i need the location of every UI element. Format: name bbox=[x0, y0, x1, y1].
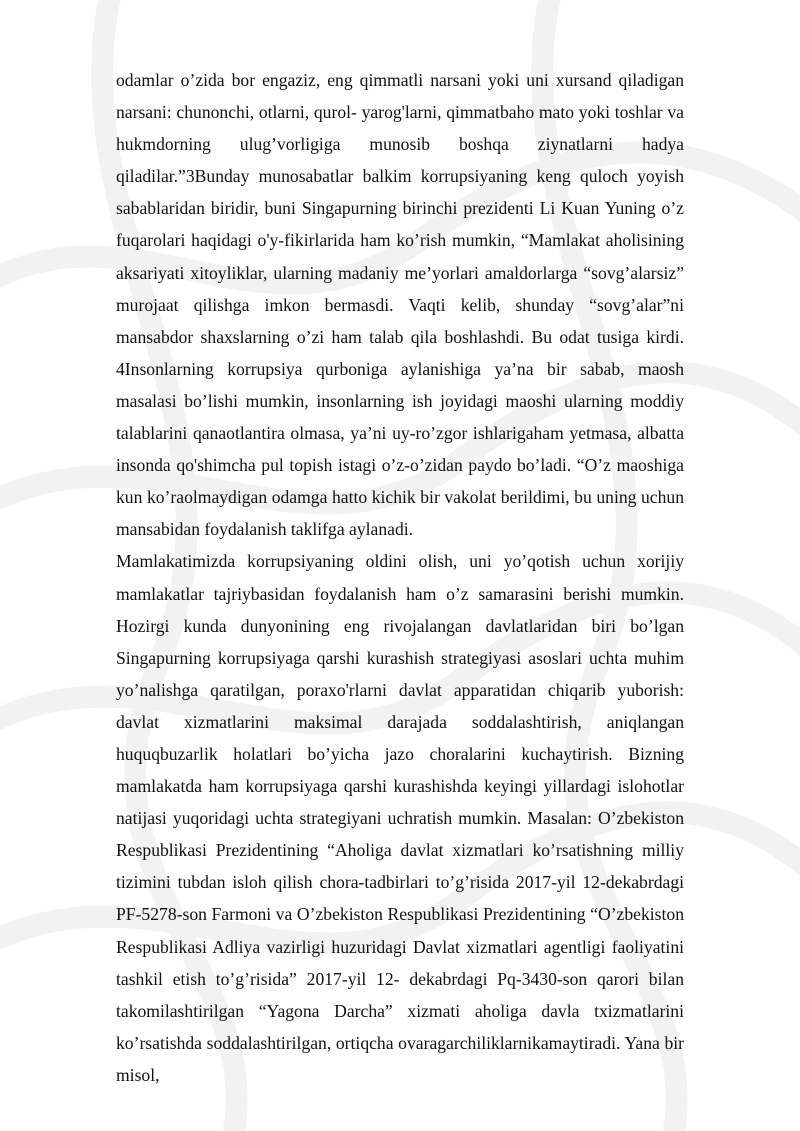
document-body bbox=[116, 64, 684, 1091]
paragraph-2: Mamlakatimizda korrupsiyaning oldini olish, uni yo’qotish uchun xorijiy mamlakatlar tajriybasidan foydalanish ham o’z samarasini berishi mumkin. Hozirgi kunda dunyonining eng rivojalangan davlatlaridan biri bo’lgan Singapurning korrupsiyaga qarshi kurashish strategiyasi asoslari uchta muhim yo’nalishga qaratilgan, poraxo'rlarni davlat apparatidan chiqarib yuborish: davlat xizmatlarini maksimal darajada soddalashtirish, aniqlangan huquqbuzarlik holatlari bo’yicha jazo choralarini kuchaytirish. Bizning mamlakatda ham korrupsiyaga qarshi kurashishda keyingi yillardagi islohotlar natijasi yuqoridagi uchta strategiyani uchratish mumkin. Masalan: O’zbekiston Respublikasi Prezidentining “Aholiga davlat xizmatlari ko’rsatishning milliy tizimini tubdan isloh qilish chora-tadbirlari to’g’risida 2017-yil 12-dekabrdagi PF-5278-son Farmoni va O’zbekiston Respublikasi Prezidentining “O’zbekiston Respublikasi Adliya vazirligi huzuridagi Davlat xizmatlari agentligi faoliyatini tashkil etish to’g’risida” 2017-yil 12- dekabrdagi Pq-3430-son qarori bilan takomilashtirilgan “Yagona Darcha” xizmati aholiga davla txizmatlarini ko’rsatishda soddalashtirilgan, ortiqcha ovaragarchiliklarnikamaytiradi. Yana bir misol, bbox=[116, 551, 684, 1085]
paragraph-1: odamlar o’zida bor engaziz, eng qimmatli narsani yoki uni xursand qiladigan narsani: chunonchi, otlarni, qurol- yarog'larni, qimmatbaho mato yoki toshlar va hukmdorning ulug’vorligiga munosib boshqa ziynatlarni hadya qiladilar.”3Bunday munosabatlar balkim korrupsiyaning keng quloch yoyish sabablaridan biridir, buni Singapurning birinchi prezidenti Li Kuan Yuning o’z fuqarolari haqidagi o'y-fikirlarida ham ko’rish mumkin, “Mamlakat aholisining aksariyati xitoyliklar, ularning madaniy me’yorlari amaldorlarga “sovg’alarsiz” murojaat qilishga imkon bermasdi. Vaqti kelib, shunday “sovg’alar”ni mansabdor shaxslarning o’zi ham talab qila boshlashdi. Bu odat tusiga kirdi. 4Insonlarning korrupsiya qurboniga aylanishiga ya’na bir sabab, maosh masalasi bo’lishi mumkin, insonlarning ish joyidagi maoshi ularning moddiy talablarini qanaotlantira olmasa, ya’ni uy-ro’zgor ishlarigaham yetmasa, albatta insonda qo'shimcha pul topish istagi o’z-o’zidan paydo bo’ladi. “O’z maoshiga kun ko’raolmaydigan odamga hatto kichik bir vakolat berildimi, bu uning uchun mansabidan foydalanish taklifga aylanadi. bbox=[116, 70, 684, 540]
